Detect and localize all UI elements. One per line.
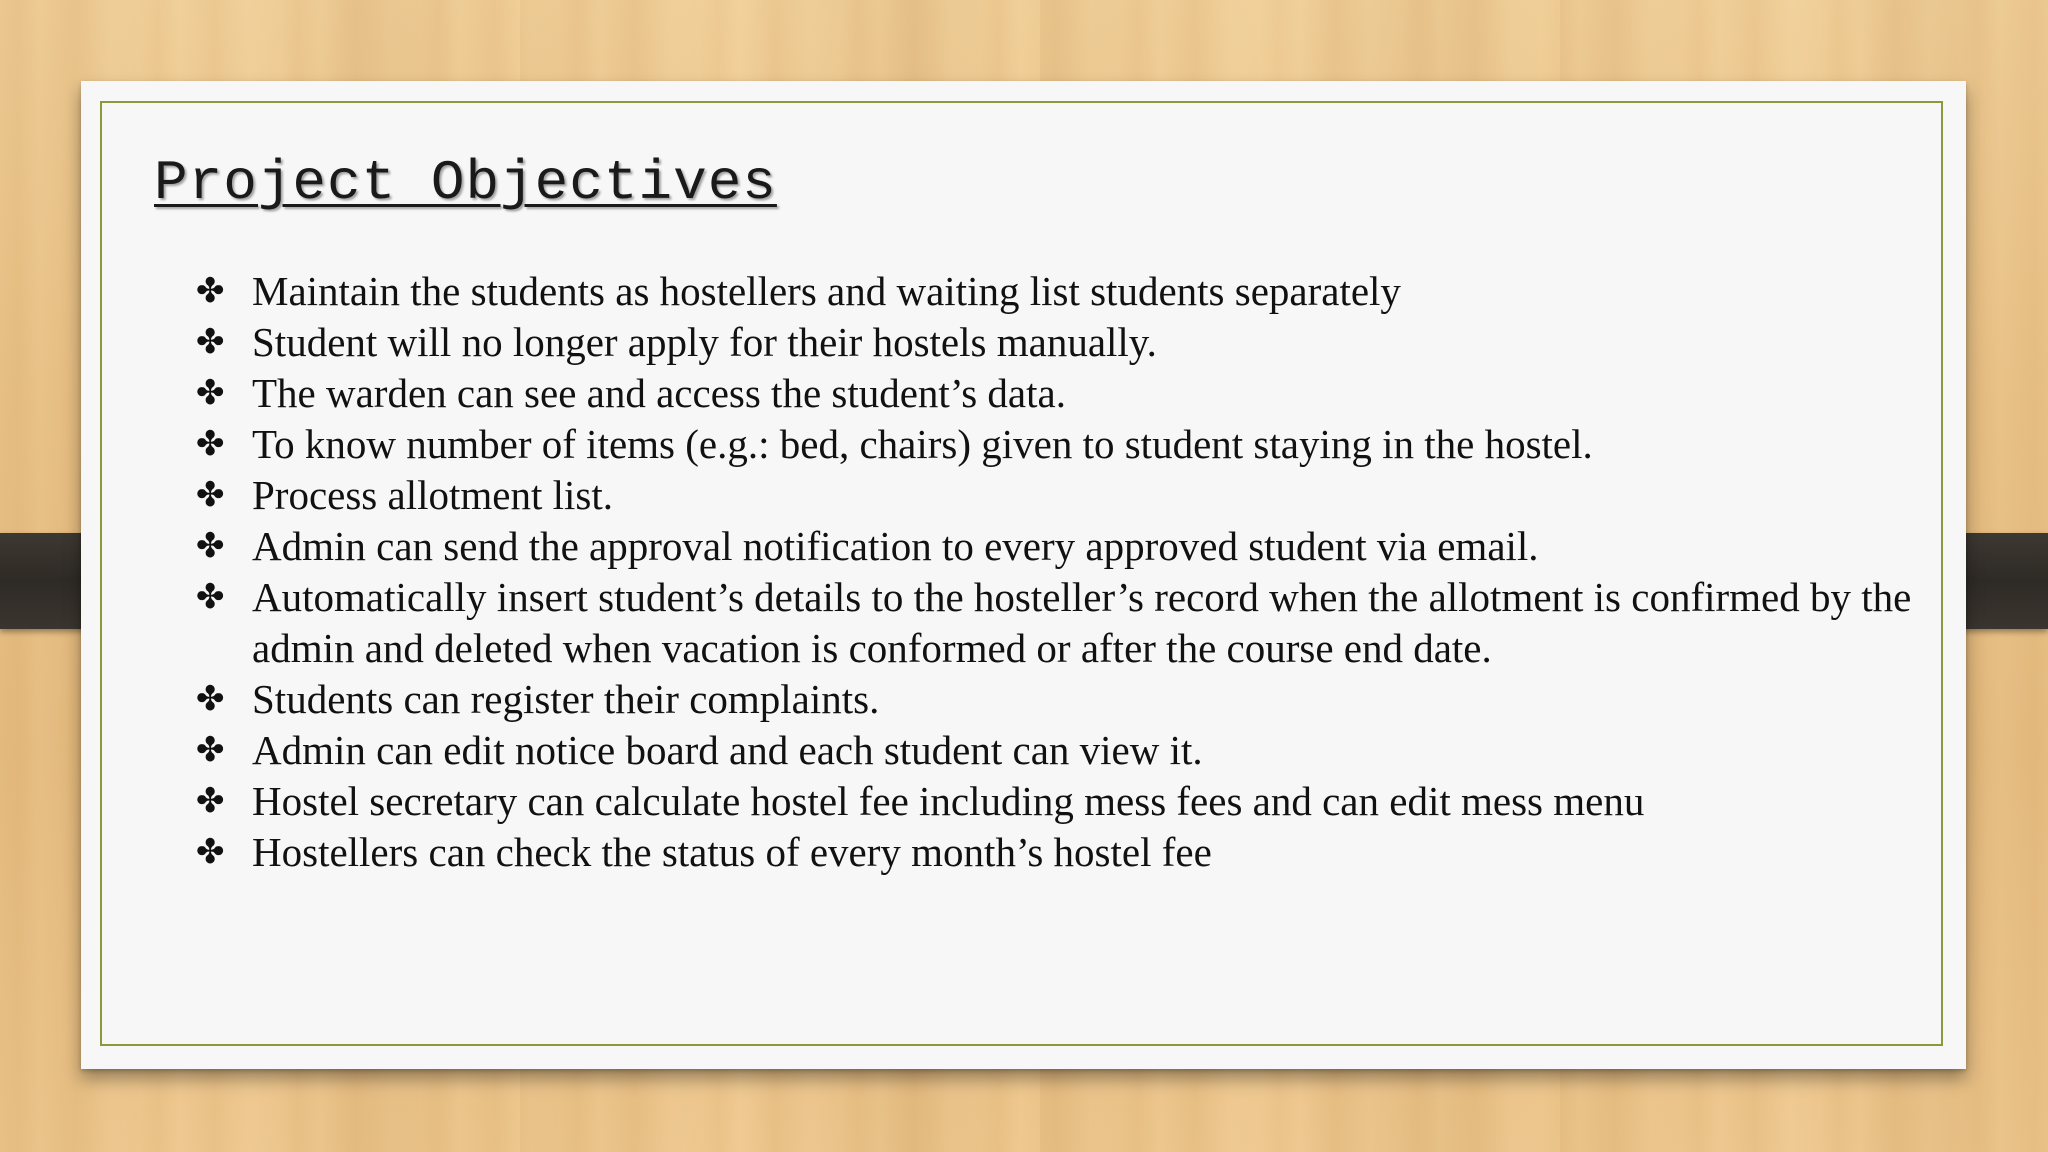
objective-item [196,725,1936,776]
objective-text: Admin can edit notice board and each student can view it. [252,727,1203,773]
slide-card [81,81,1966,1069]
objective-item [196,521,1936,572]
slide-title: Project Objectives [154,151,777,215]
objective-item [196,776,1936,827]
objective-text: Hostel secretary can calculate hostel fee including mess fees and can edit mess menu [252,778,1645,824]
objective-item [196,317,1936,368]
objective-item [196,419,1936,470]
objective-item [196,368,1936,419]
bullet-icon: ✤ [196,526,225,566]
bullet-icon: ✤ [196,679,225,719]
objective-text: Maintain the students as hostellers and waiting list students separately [252,268,1401,314]
bullet-icon: ✤ [196,424,225,464]
objective-text: To know number of items (e.g.: bed, chairs) given to student staying in the hostel. [252,421,1593,467]
objective-text: Hostellers can check the status of every month’s hostel fee [252,829,1212,875]
objective-text: Students can register their complaints. [252,676,880,722]
objective-text: Admin can send the approval notification to every approved student via email. [252,523,1539,569]
objective-item [196,266,1936,317]
objective-text: The warden can see and access the student’s data. [252,370,1066,416]
bullet-icon: ✤ [196,373,225,413]
bullet-icon: ✤ [196,322,225,362]
bullet-icon: ✤ [196,730,225,770]
objective-text: Process allotment list. [252,472,613,518]
objective-text: Student will no longer apply for their hostels manually. [252,319,1157,365]
objective-item [196,827,1936,878]
bullet-icon: ✤ [196,832,225,872]
objective-item [196,674,1936,725]
bullet-icon: ✤ [196,781,225,821]
objective-text: Automatically insert student’s details to the hosteller’s record when the allotment is confirmed by the admin and deleted when vacation is conformed or after the course end date. [252,574,1912,671]
objective-item [196,470,1936,521]
objective-item [196,572,1936,674]
bullet-icon: ✤ [196,475,225,515]
bullet-icon: ✤ [196,271,225,311]
bullet-icon: ✤ [196,577,225,617]
objectives-list [196,266,1936,878]
